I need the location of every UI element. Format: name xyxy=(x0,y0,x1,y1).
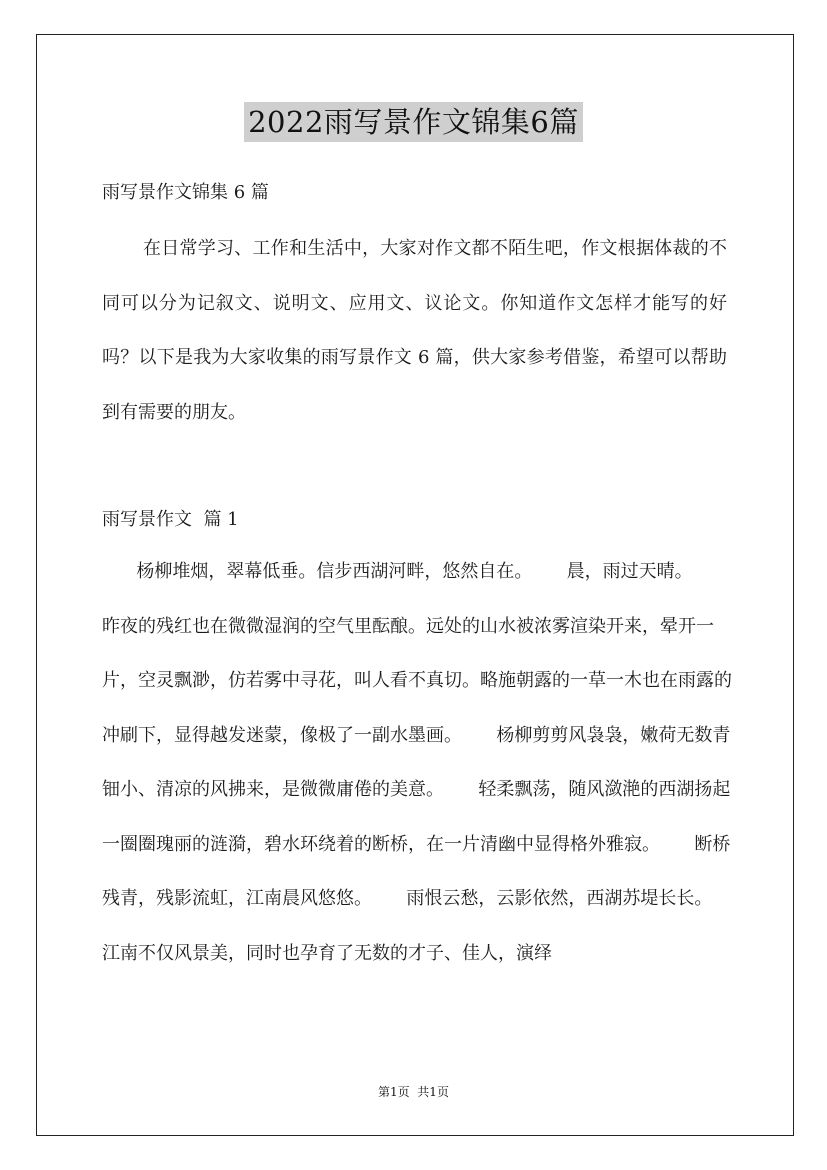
document-subtitle: 雨写景作文锦集 6 篇 xyxy=(102,182,269,203)
article-paragraph: 杨柳堆烟，翠幕低垂。信步西湖河畔，悠然自在。 晨，雨过天晴。 昨夜的残红也在微微湿润的空气里酝酿。远处的山水被浓雾渲染开来，晕开一片，空灵飘渺，仿若雾中寻花，叫人看不真切。略施朝露的一草一木也在雨露的冲刷下，显得越发迷蒙，像极了一副水墨画。 杨柳剪剪风袅袅，嫩荷无数青钿小、清凉的风拂来，是微微庸倦的美意。 轻柔飘荡，随风潋滟的西湖扬起一圈圈瑰丽的涟漪，碧水环绕着的断桥，在一片清幽中显得格外雅寂。 断桥残青，残影流虹，江南晨风悠悠。 雨恨云愁，云影依然，西湖苏堤长长。 江南不仅风景美，同时也孕育了无数的才子、佳人，演绎 xyxy=(102,561,747,964)
section-title: 雨写景作文 篇 1 xyxy=(102,509,239,530)
document-title: 2022雨写景作文锦集6篇 xyxy=(244,102,583,142)
page-footer: 第1页 共1页 xyxy=(378,1085,449,1099)
title-container xyxy=(0,102,827,142)
intro-paragraph: 在日常学习、工作和生活中，大家对作文都不陌生吧，作文根据体裁的不同可以分为记叙文、说明文、应用文、议论文。你知道作文怎样才能写的好吗？以下是我为大家收集的雨写景作文 6 篇，供大家参考借鉴，希望可以帮助到有需要的朋友。 xyxy=(102,238,727,423)
